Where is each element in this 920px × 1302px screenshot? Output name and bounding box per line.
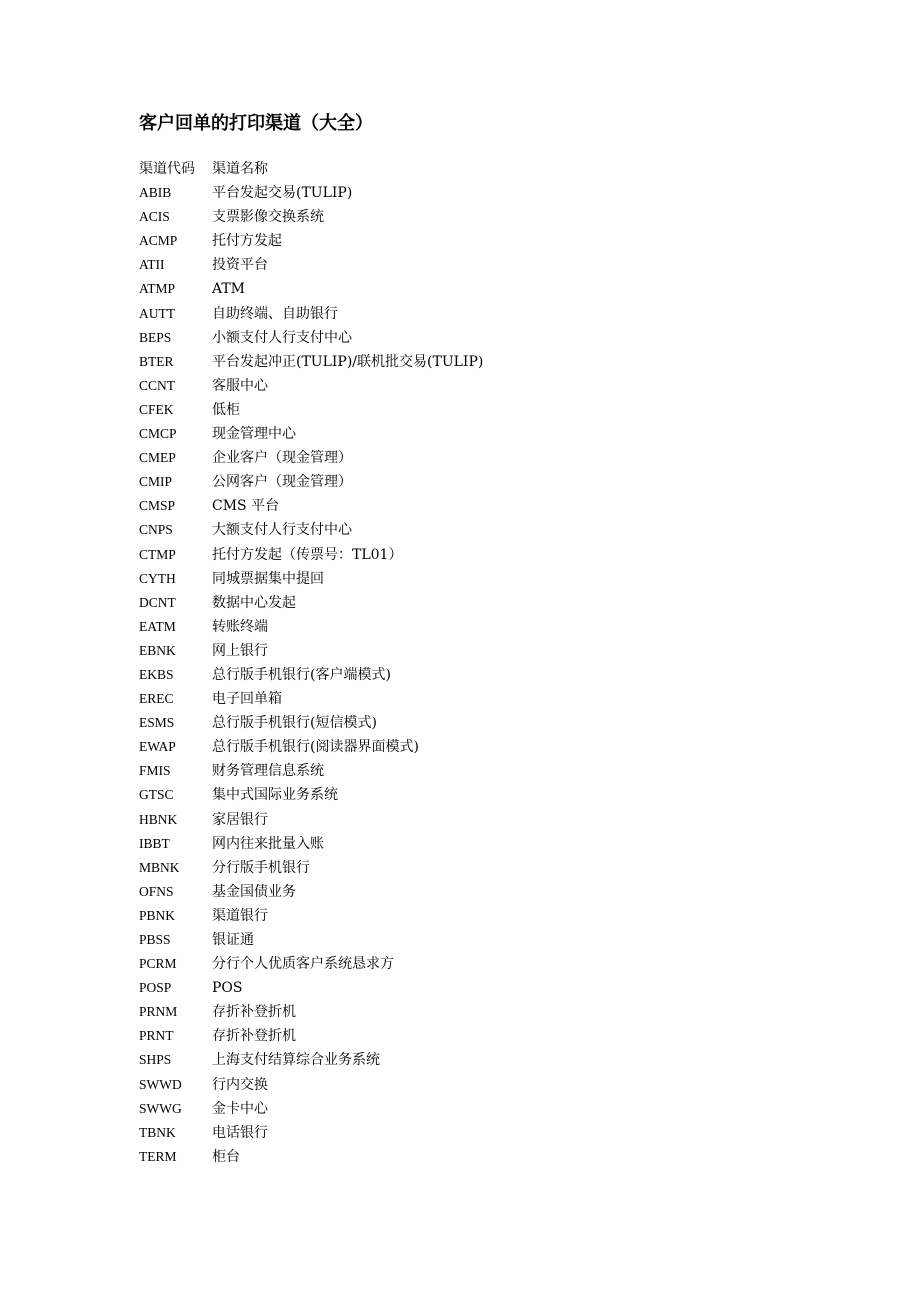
channel-code: EWAP xyxy=(139,739,176,755)
table-row xyxy=(139,398,699,422)
column-header-name: 渠道名称 xyxy=(212,161,268,177)
channel-name: 集中式国际业务系统 xyxy=(212,787,338,804)
channel-name: 分行个人优质客户系统恳求方 xyxy=(212,956,394,973)
table-row xyxy=(139,639,699,663)
table-row xyxy=(139,1145,699,1169)
channel-name: 渠道银行 xyxy=(212,907,268,924)
channel-code: TBNK xyxy=(139,1124,176,1140)
table-row xyxy=(139,277,699,301)
table-row xyxy=(139,591,699,615)
channel-name: 财务管理信息系统 xyxy=(212,763,324,780)
table-row xyxy=(139,1121,699,1145)
channel-name: 企业客户（现金管理） xyxy=(212,450,352,467)
table-row xyxy=(139,687,699,711)
channel-name: ATM xyxy=(212,281,246,298)
channel-code: BEPS xyxy=(139,329,172,345)
channel-code: SWWD xyxy=(139,1076,182,1092)
table-row xyxy=(139,350,699,374)
channel-code: OFNS xyxy=(139,883,174,899)
channel-name: 自助终端、自助银行 xyxy=(212,305,338,322)
channel-name: 客服中心 xyxy=(212,377,268,394)
channel-name: 支票影像交换系统 xyxy=(212,209,324,226)
channel-name: 总行版手机银行(短信模式) xyxy=(212,715,377,732)
table-row xyxy=(139,904,699,928)
channel-code: PBSS xyxy=(139,932,171,947)
table-row xyxy=(139,1097,699,1121)
channel-name: 公网客户（现金管理） xyxy=(212,474,352,491)
channel-name: 行内交换 xyxy=(212,1076,268,1093)
channel-name: 托付方发起 xyxy=(212,233,282,250)
channel-name: 电子回单箱 xyxy=(212,691,282,708)
table-row xyxy=(139,543,699,567)
channel-name: 总行版手机银行(阅读器界面模式) xyxy=(212,739,419,756)
channel-code: ACIS xyxy=(139,209,170,225)
table-row xyxy=(139,1073,699,1097)
table-row xyxy=(139,663,699,687)
table-body xyxy=(139,181,699,1169)
table-row xyxy=(139,976,699,1000)
channel-code: PRNM xyxy=(139,1004,178,1020)
channel-name: 基金国债业务 xyxy=(212,883,296,900)
channel-code: SHPS xyxy=(139,1052,172,1068)
table-row xyxy=(139,567,699,591)
table-row xyxy=(139,1024,699,1048)
table-row xyxy=(139,302,699,326)
channel-name: 同城票据集中提回 xyxy=(212,570,324,587)
channel-name: POS xyxy=(212,980,243,997)
table-row xyxy=(139,856,699,880)
channel-code: EBNK xyxy=(139,642,176,658)
channel-code: EATM xyxy=(139,618,176,634)
channel-code: EREC xyxy=(139,691,174,707)
channel-code: SWWG xyxy=(139,1100,182,1116)
channel-name: 网上银行 xyxy=(212,642,268,659)
channel-name: 总行版手机银行(客户端模式) xyxy=(212,666,391,683)
channel-code: CMCP xyxy=(139,426,177,442)
channel-name: 平台发起冲正(TULIP)/联机批交易(TULIP) xyxy=(212,353,484,370)
table-row xyxy=(139,952,699,976)
channel-name: 转账终端 xyxy=(212,618,268,635)
table-row xyxy=(139,205,699,229)
channel-code: GTSC xyxy=(139,787,174,803)
channel-code: ATII xyxy=(139,257,165,273)
table-row xyxy=(139,735,699,759)
table-row xyxy=(139,711,699,735)
table-row xyxy=(139,783,699,807)
table-row xyxy=(139,253,699,277)
table-row xyxy=(139,326,699,350)
channel-code: PCRM xyxy=(139,956,177,972)
channel-code: CMEP xyxy=(139,450,176,466)
channel-code: EKBS xyxy=(139,666,174,682)
table-row xyxy=(139,518,699,542)
channel-code: CYTH xyxy=(139,570,176,586)
channel-code: HBNK xyxy=(139,811,178,827)
channel-code: POSP xyxy=(139,980,172,996)
channel-code: PBNK xyxy=(139,907,176,923)
channel-name: 柜台 xyxy=(212,1148,240,1165)
table-row xyxy=(139,615,699,639)
table-row xyxy=(139,759,699,783)
channel-code: CMSP xyxy=(139,498,176,514)
channel-name: 现金管理中心 xyxy=(212,426,296,443)
table-row xyxy=(139,494,699,518)
channel-code: CNPS xyxy=(139,522,173,538)
table-row xyxy=(139,374,699,398)
channel-name: 小额支付人行支付中心 xyxy=(212,329,352,346)
channel-code: ATMP xyxy=(139,281,176,297)
table-row xyxy=(139,181,699,205)
channel-code: ESMS xyxy=(139,715,175,731)
channel-name: 投资平台 xyxy=(212,257,268,274)
channel-code: ABIB xyxy=(139,185,172,201)
channel-name: 电话银行 xyxy=(212,1124,268,1141)
channel-code: CFEK xyxy=(139,401,174,417)
table-header-row xyxy=(139,157,699,181)
table-row xyxy=(139,1048,699,1072)
channel-name: 大额支付人行支付中心 xyxy=(212,522,352,539)
channel-code: DCNT xyxy=(139,594,176,610)
channel-table xyxy=(139,157,699,1169)
table-row xyxy=(139,470,699,494)
channel-code: TERM xyxy=(139,1148,177,1164)
page-title: 客户回单的打印渠道（大全） xyxy=(139,113,373,134)
channel-name: 存折补登折机 xyxy=(212,1028,296,1045)
channel-code: PRNT xyxy=(139,1028,174,1044)
channel-code: IBBT xyxy=(139,835,170,851)
channel-code: MBNK xyxy=(139,859,180,875)
table-row xyxy=(139,446,699,470)
channel-name: 金卡中心 xyxy=(212,1100,268,1117)
channel-code: CTMP xyxy=(139,546,176,562)
channel-name: 平台发起交易(TULIP) xyxy=(212,185,353,202)
channel-name: 托付方发起（传票号：TL01） xyxy=(212,546,403,563)
channel-name: 网内往来批量入账 xyxy=(212,835,324,852)
channel-code: CMIP xyxy=(139,474,173,490)
channel-name: 数据中心发起 xyxy=(212,594,296,611)
channel-name: CMS 平台 xyxy=(212,498,280,515)
channel-name: 上海支付结算综合业务系统 xyxy=(212,1052,380,1069)
table-row xyxy=(139,832,699,856)
table-row xyxy=(139,1000,699,1024)
channel-code: BTER xyxy=(139,353,174,369)
table-row xyxy=(139,928,699,952)
channel-name: 分行版手机银行 xyxy=(212,859,310,876)
channel-name: 银证通 xyxy=(212,932,254,948)
channel-code: AUTT xyxy=(139,305,175,321)
channel-code: CCNT xyxy=(139,377,176,393)
channel-name: 家居银行 xyxy=(212,811,268,828)
channel-name: 存折补登折机 xyxy=(212,1004,296,1021)
table-row xyxy=(139,808,699,832)
column-header-code: 渠道代码 xyxy=(139,161,195,177)
table-row xyxy=(139,422,699,446)
table-row xyxy=(139,229,699,253)
channel-code: ACMP xyxy=(139,233,178,249)
channel-name: 低柜 xyxy=(212,401,240,418)
table-row xyxy=(139,880,699,904)
channel-code: FMIS xyxy=(139,763,171,779)
